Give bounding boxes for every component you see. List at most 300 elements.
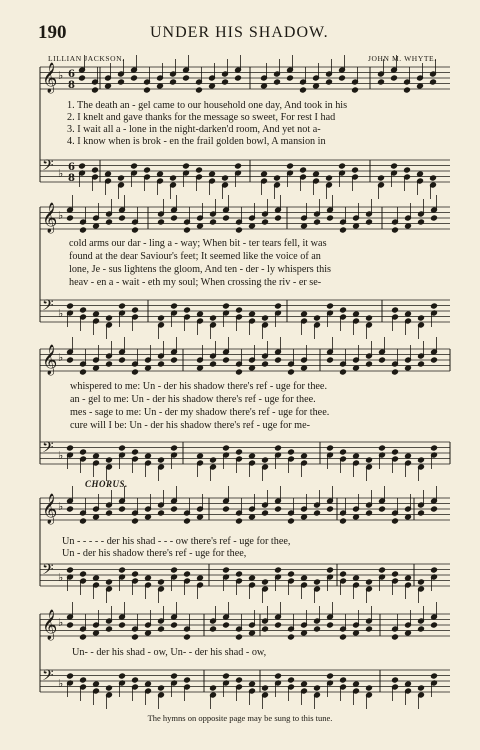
bass-clef-icon: 𝄢 bbox=[42, 561, 54, 582]
note-head bbox=[171, 673, 178, 679]
note-head bbox=[300, 167, 307, 173]
note-head bbox=[353, 681, 360, 687]
note-head bbox=[80, 227, 87, 233]
note-head bbox=[262, 685, 269, 691]
verse4-line3: cure will I be: Un - der his shadow there's ref - uge for me- bbox=[70, 420, 311, 431]
note-head bbox=[391, 75, 398, 81]
note-head bbox=[392, 571, 399, 577]
note-head bbox=[209, 171, 216, 177]
note-head bbox=[197, 223, 204, 229]
note-head bbox=[158, 315, 165, 321]
note-head bbox=[222, 175, 229, 181]
note-head bbox=[405, 630, 412, 636]
note-head bbox=[340, 634, 347, 640]
note-head bbox=[171, 567, 178, 573]
note-head bbox=[366, 510, 373, 516]
treble-clef-icon: 𝄞 bbox=[42, 345, 58, 375]
note-head bbox=[184, 571, 191, 577]
note-head bbox=[132, 227, 139, 233]
note-head bbox=[326, 175, 333, 181]
note-head bbox=[352, 167, 359, 173]
note-head bbox=[105, 83, 112, 89]
verse1-line3: whispered to me: Un - der his shadow there's ref - uge for thee. bbox=[70, 381, 328, 392]
note-head bbox=[145, 630, 152, 636]
note-head bbox=[431, 445, 438, 451]
note-head bbox=[157, 171, 164, 177]
treble-clef-icon: 𝄞 bbox=[42, 610, 58, 640]
note-head bbox=[275, 357, 282, 363]
note-head bbox=[80, 518, 87, 524]
note-head bbox=[340, 369, 347, 375]
note-head bbox=[93, 311, 100, 317]
note-head bbox=[340, 571, 347, 577]
verse1-line1: 1. The death an - gel came to our household one day, And took in his bbox=[67, 100, 348, 111]
note-head bbox=[105, 171, 112, 177]
note-head bbox=[106, 219, 113, 225]
note-head bbox=[158, 510, 165, 516]
note-head bbox=[301, 311, 308, 317]
note-head bbox=[158, 626, 165, 632]
note-head bbox=[93, 681, 100, 687]
note-head bbox=[418, 457, 425, 463]
note-head bbox=[431, 357, 438, 363]
note-head bbox=[431, 215, 438, 221]
note-head bbox=[301, 365, 308, 371]
note-head bbox=[301, 681, 308, 687]
flat-sign-icon: ♭ bbox=[58, 69, 64, 82]
note-head bbox=[223, 622, 230, 628]
note-head bbox=[106, 315, 113, 321]
note-head bbox=[314, 579, 321, 585]
note-head bbox=[261, 83, 268, 89]
note-head bbox=[118, 79, 125, 85]
note-head bbox=[158, 219, 165, 225]
note-head bbox=[301, 453, 308, 459]
note-head bbox=[262, 315, 269, 321]
note-head bbox=[132, 449, 139, 455]
note-head bbox=[145, 453, 152, 459]
note-head bbox=[235, 163, 242, 169]
note-head bbox=[353, 311, 360, 317]
chorus-final-lyric: Un- - der his shad - ow, Un- - der his shad - ow, bbox=[72, 647, 267, 658]
note-head bbox=[249, 575, 256, 581]
note-head bbox=[144, 87, 151, 93]
treble-clef-icon: 𝄞 bbox=[42, 63, 58, 93]
note-head bbox=[275, 567, 282, 573]
flat-sign-icon: ♭ bbox=[58, 571, 64, 584]
note-head bbox=[430, 175, 437, 181]
verse4-line2: heav - en a - wait - eth my soul; When crossing the riv - er se- bbox=[69, 277, 322, 288]
note-head bbox=[106, 361, 113, 367]
note-head bbox=[67, 215, 74, 221]
note-head bbox=[300, 87, 307, 93]
note-head bbox=[314, 315, 321, 321]
note-head bbox=[158, 685, 165, 691]
note-head bbox=[392, 677, 399, 683]
note-head bbox=[223, 357, 230, 363]
note-head bbox=[353, 453, 360, 459]
note-head bbox=[249, 514, 256, 520]
note-head bbox=[67, 357, 74, 363]
note-head bbox=[106, 685, 113, 691]
note-head bbox=[379, 357, 386, 363]
note-head bbox=[392, 369, 399, 375]
bass-clef-icon: 𝄢 bbox=[42, 297, 54, 318]
note-head bbox=[209, 83, 216, 89]
note-head bbox=[353, 365, 360, 371]
note-head bbox=[366, 685, 373, 691]
verse2-line2: found at the dear Saviour's feet; It seemed like the voice of an bbox=[69, 251, 321, 262]
note-head bbox=[184, 518, 191, 524]
note-head bbox=[353, 514, 360, 520]
note-head bbox=[79, 163, 86, 169]
note-head bbox=[431, 673, 438, 679]
note-head bbox=[184, 307, 191, 313]
note-head bbox=[210, 685, 217, 691]
note-head bbox=[327, 673, 334, 679]
note-head bbox=[340, 227, 347, 233]
footer-note: The hymns on opposite page may be sung to this tune. bbox=[147, 713, 333, 723]
note-head bbox=[353, 575, 360, 581]
chorus-lower-lyric: Un - der his shadow there's ref - uge for thee, bbox=[62, 548, 247, 559]
note-head bbox=[274, 79, 281, 85]
note-head bbox=[313, 83, 320, 89]
note-head bbox=[327, 567, 334, 573]
note-head bbox=[197, 311, 204, 317]
note-head bbox=[132, 307, 139, 313]
note-head bbox=[184, 677, 191, 683]
note-head bbox=[262, 361, 269, 367]
note-head bbox=[171, 445, 178, 451]
note-head bbox=[236, 227, 243, 233]
note-head bbox=[80, 571, 87, 577]
note-head bbox=[106, 626, 113, 632]
note-head bbox=[67, 303, 74, 309]
note-head bbox=[67, 673, 74, 679]
note-head bbox=[313, 171, 320, 177]
flat-sign-icon: ♭ bbox=[58, 500, 64, 513]
note-head bbox=[80, 677, 87, 683]
note-head bbox=[379, 567, 386, 573]
note-head bbox=[314, 219, 321, 225]
note-head bbox=[288, 369, 295, 375]
note-head bbox=[288, 634, 295, 640]
verse2-line1: 2. I knelt and gave thanks for the message so sweet, For rest I had bbox=[67, 112, 336, 123]
time-signature: 6 bbox=[68, 162, 75, 173]
note-head bbox=[170, 79, 177, 85]
note-head bbox=[392, 449, 399, 455]
note-head bbox=[352, 87, 359, 93]
bass-clef-icon: 𝄢 bbox=[42, 439, 54, 460]
note-head bbox=[196, 87, 203, 93]
note-head bbox=[261, 171, 268, 177]
note-head bbox=[145, 575, 152, 581]
verse1-line2: cold arms our dar - ling a - way; When bit - ter tears fell, it was bbox=[69, 238, 327, 249]
note-head bbox=[67, 567, 74, 573]
note-head bbox=[392, 227, 399, 233]
note-head bbox=[340, 449, 347, 455]
note-head bbox=[418, 685, 425, 691]
note-head bbox=[431, 303, 438, 309]
note-head bbox=[314, 626, 321, 632]
time-signature: 8 bbox=[68, 80, 75, 91]
note-head bbox=[366, 579, 373, 585]
note-head bbox=[236, 369, 243, 375]
note-head bbox=[106, 579, 113, 585]
note-head bbox=[119, 622, 126, 628]
note-head bbox=[93, 575, 100, 581]
note-head bbox=[249, 311, 256, 317]
note-head bbox=[132, 369, 139, 375]
note-head bbox=[171, 303, 178, 309]
note-head bbox=[391, 163, 398, 169]
note-head bbox=[274, 175, 281, 181]
composer-credit: JOHN M. WHYTE. bbox=[368, 54, 437, 63]
note-head bbox=[93, 630, 100, 636]
verse3-line2: lone, Je - sus lightens the gloom, And ten - der - ly whispers this bbox=[69, 264, 332, 275]
note-head bbox=[210, 219, 217, 225]
flat-sign-icon: ♭ bbox=[58, 677, 64, 690]
note-head bbox=[79, 75, 86, 81]
note-head bbox=[353, 223, 360, 229]
note-head bbox=[93, 223, 100, 229]
flat-sign-icon: ♭ bbox=[58, 209, 64, 222]
note-head bbox=[327, 445, 334, 451]
note-head bbox=[132, 518, 139, 524]
flat-sign-icon: ♭ bbox=[58, 616, 64, 629]
verse3-line1: 3. I wait all a - lone in the night-darken'd room, And yet not a- bbox=[67, 124, 321, 135]
note-head bbox=[249, 681, 256, 687]
note-head bbox=[183, 75, 190, 81]
note-head bbox=[339, 163, 346, 169]
note-head bbox=[132, 571, 139, 577]
note-head bbox=[418, 219, 425, 225]
note-head bbox=[93, 514, 100, 520]
note-head bbox=[314, 510, 321, 516]
note-head bbox=[170, 175, 177, 181]
note-head bbox=[158, 579, 165, 585]
note-head bbox=[119, 215, 126, 221]
note-head bbox=[132, 634, 139, 640]
note-head bbox=[418, 626, 425, 632]
note-head bbox=[93, 365, 100, 371]
treble-clef-icon: 𝄞 bbox=[42, 203, 58, 233]
note-head bbox=[67, 445, 74, 451]
verse4-line1: 4. I know when is brok - en the frail golden bowl, A mansion in bbox=[67, 136, 326, 147]
note-head bbox=[106, 457, 113, 463]
note-head bbox=[392, 307, 399, 313]
note-head bbox=[431, 567, 438, 573]
note-head bbox=[119, 445, 126, 451]
note-head bbox=[210, 457, 217, 463]
time-signature: 6 bbox=[68, 69, 75, 80]
note-head bbox=[171, 622, 178, 628]
note-head bbox=[301, 514, 308, 520]
note-head bbox=[80, 369, 87, 375]
note-head bbox=[223, 303, 230, 309]
note-head bbox=[158, 361, 165, 367]
note-head bbox=[327, 622, 334, 628]
note-head bbox=[275, 303, 282, 309]
note-head bbox=[145, 365, 152, 371]
note-head bbox=[106, 510, 113, 516]
note-head bbox=[249, 223, 256, 229]
note-head bbox=[223, 567, 230, 573]
note-head bbox=[236, 677, 243, 683]
note-head bbox=[366, 361, 373, 367]
note-head bbox=[171, 215, 178, 221]
note-head bbox=[430, 79, 437, 85]
note-head bbox=[223, 215, 230, 221]
note-head bbox=[366, 457, 373, 463]
note-head bbox=[80, 634, 87, 640]
note-head bbox=[431, 622, 438, 628]
note-head bbox=[405, 223, 412, 229]
note-head bbox=[404, 167, 411, 173]
note-head bbox=[275, 215, 282, 221]
note-head bbox=[326, 79, 333, 85]
note-head bbox=[301, 630, 308, 636]
note-head bbox=[431, 506, 438, 512]
note-head bbox=[340, 307, 347, 313]
note-head bbox=[275, 622, 282, 628]
note-head bbox=[144, 167, 151, 173]
note-head bbox=[405, 514, 412, 520]
note-head bbox=[119, 303, 126, 309]
flat-sign-icon: ♭ bbox=[58, 449, 64, 462]
verse2-line3: an - gel to me: Un - der his shadow there's ref - uge for thee. bbox=[70, 394, 316, 405]
flat-sign-icon: ♭ bbox=[58, 167, 64, 180]
note-head bbox=[262, 510, 269, 516]
note-head bbox=[92, 167, 99, 173]
chorus-upper-lyric: Un - - - - - der his shad - - - ow there's ref - uge for thee, bbox=[62, 536, 291, 547]
note-head bbox=[236, 307, 243, 313]
note-head bbox=[392, 634, 399, 640]
bass-clef-icon: 𝄢 bbox=[42, 667, 54, 688]
note-head bbox=[405, 681, 412, 687]
note-head bbox=[183, 163, 190, 169]
note-head bbox=[210, 361, 217, 367]
note-head bbox=[417, 171, 424, 177]
hymn-title: UNDER HIS SHADOW. bbox=[150, 24, 329, 41]
note-head bbox=[196, 167, 203, 173]
note-head bbox=[288, 571, 295, 577]
note-head bbox=[288, 449, 295, 455]
note-head bbox=[366, 315, 373, 321]
note-head bbox=[418, 510, 425, 516]
note-head bbox=[275, 506, 282, 512]
note-head bbox=[210, 315, 217, 321]
note-head bbox=[327, 506, 334, 512]
note-head bbox=[339, 75, 346, 81]
note-head bbox=[418, 361, 425, 367]
note-head bbox=[236, 571, 243, 577]
note-head bbox=[405, 365, 412, 371]
note-head bbox=[80, 307, 87, 313]
note-head bbox=[131, 163, 138, 169]
note-head bbox=[222, 79, 229, 85]
note-head bbox=[379, 445, 386, 451]
note-head bbox=[249, 630, 256, 636]
note-head bbox=[405, 311, 412, 317]
note-head bbox=[119, 357, 126, 363]
note-head bbox=[131, 75, 138, 81]
note-head bbox=[118, 175, 125, 181]
note-head bbox=[235, 75, 242, 81]
note-head bbox=[262, 457, 269, 463]
note-head bbox=[184, 634, 191, 640]
note-head bbox=[287, 163, 294, 169]
note-head bbox=[67, 622, 74, 628]
note-head bbox=[119, 673, 126, 679]
note-head bbox=[262, 626, 269, 632]
note-head bbox=[366, 219, 373, 225]
note-head bbox=[340, 677, 347, 683]
note-head bbox=[327, 357, 334, 363]
note-head bbox=[301, 223, 308, 229]
note-head bbox=[327, 303, 334, 309]
note-head bbox=[197, 453, 204, 459]
note-head bbox=[379, 506, 386, 512]
note-head bbox=[249, 365, 256, 371]
treble-clef-icon: 𝄞 bbox=[42, 494, 58, 524]
time-signature: 8 bbox=[68, 173, 75, 184]
note-head bbox=[275, 445, 282, 451]
verse3-line3: mes - sage to me: Un - der my shadow there's ref - uge for thee. bbox=[70, 407, 330, 418]
note-head bbox=[132, 677, 139, 683]
note-head bbox=[405, 453, 412, 459]
note-head bbox=[236, 449, 243, 455]
note-head bbox=[262, 579, 269, 585]
note-head bbox=[119, 567, 126, 573]
note-head bbox=[314, 685, 321, 691]
note-head bbox=[223, 506, 230, 512]
note-head bbox=[378, 175, 385, 181]
note-head bbox=[418, 579, 425, 585]
note-head bbox=[119, 506, 126, 512]
note-head bbox=[288, 677, 295, 683]
note-head bbox=[288, 518, 295, 524]
clefs-and-signatures bbox=[42, 62, 75, 690]
note-head bbox=[210, 626, 217, 632]
note-head bbox=[275, 673, 282, 679]
note-head bbox=[392, 518, 399, 524]
flat-sign-icon: ♭ bbox=[58, 307, 64, 320]
note-head bbox=[197, 365, 204, 371]
page-number: 190 bbox=[38, 22, 67, 43]
note-head bbox=[405, 575, 412, 581]
note-head bbox=[145, 514, 152, 520]
note-head bbox=[184, 227, 191, 233]
note-head bbox=[340, 518, 347, 524]
note-head bbox=[171, 506, 178, 512]
bass-clef-icon: 𝄢 bbox=[42, 157, 54, 178]
flat-sign-icon: ♭ bbox=[58, 351, 64, 364]
note-head bbox=[197, 514, 204, 520]
note-head bbox=[145, 681, 152, 687]
note-head bbox=[249, 453, 256, 459]
note-head bbox=[287, 75, 294, 81]
note-head bbox=[301, 575, 308, 581]
note-head bbox=[404, 87, 411, 93]
note-head bbox=[378, 79, 385, 85]
note-head bbox=[353, 630, 360, 636]
note-head bbox=[223, 445, 230, 451]
note-head bbox=[236, 518, 243, 524]
note-head bbox=[197, 575, 204, 581]
note-head bbox=[171, 357, 178, 363]
note-head bbox=[223, 673, 230, 679]
